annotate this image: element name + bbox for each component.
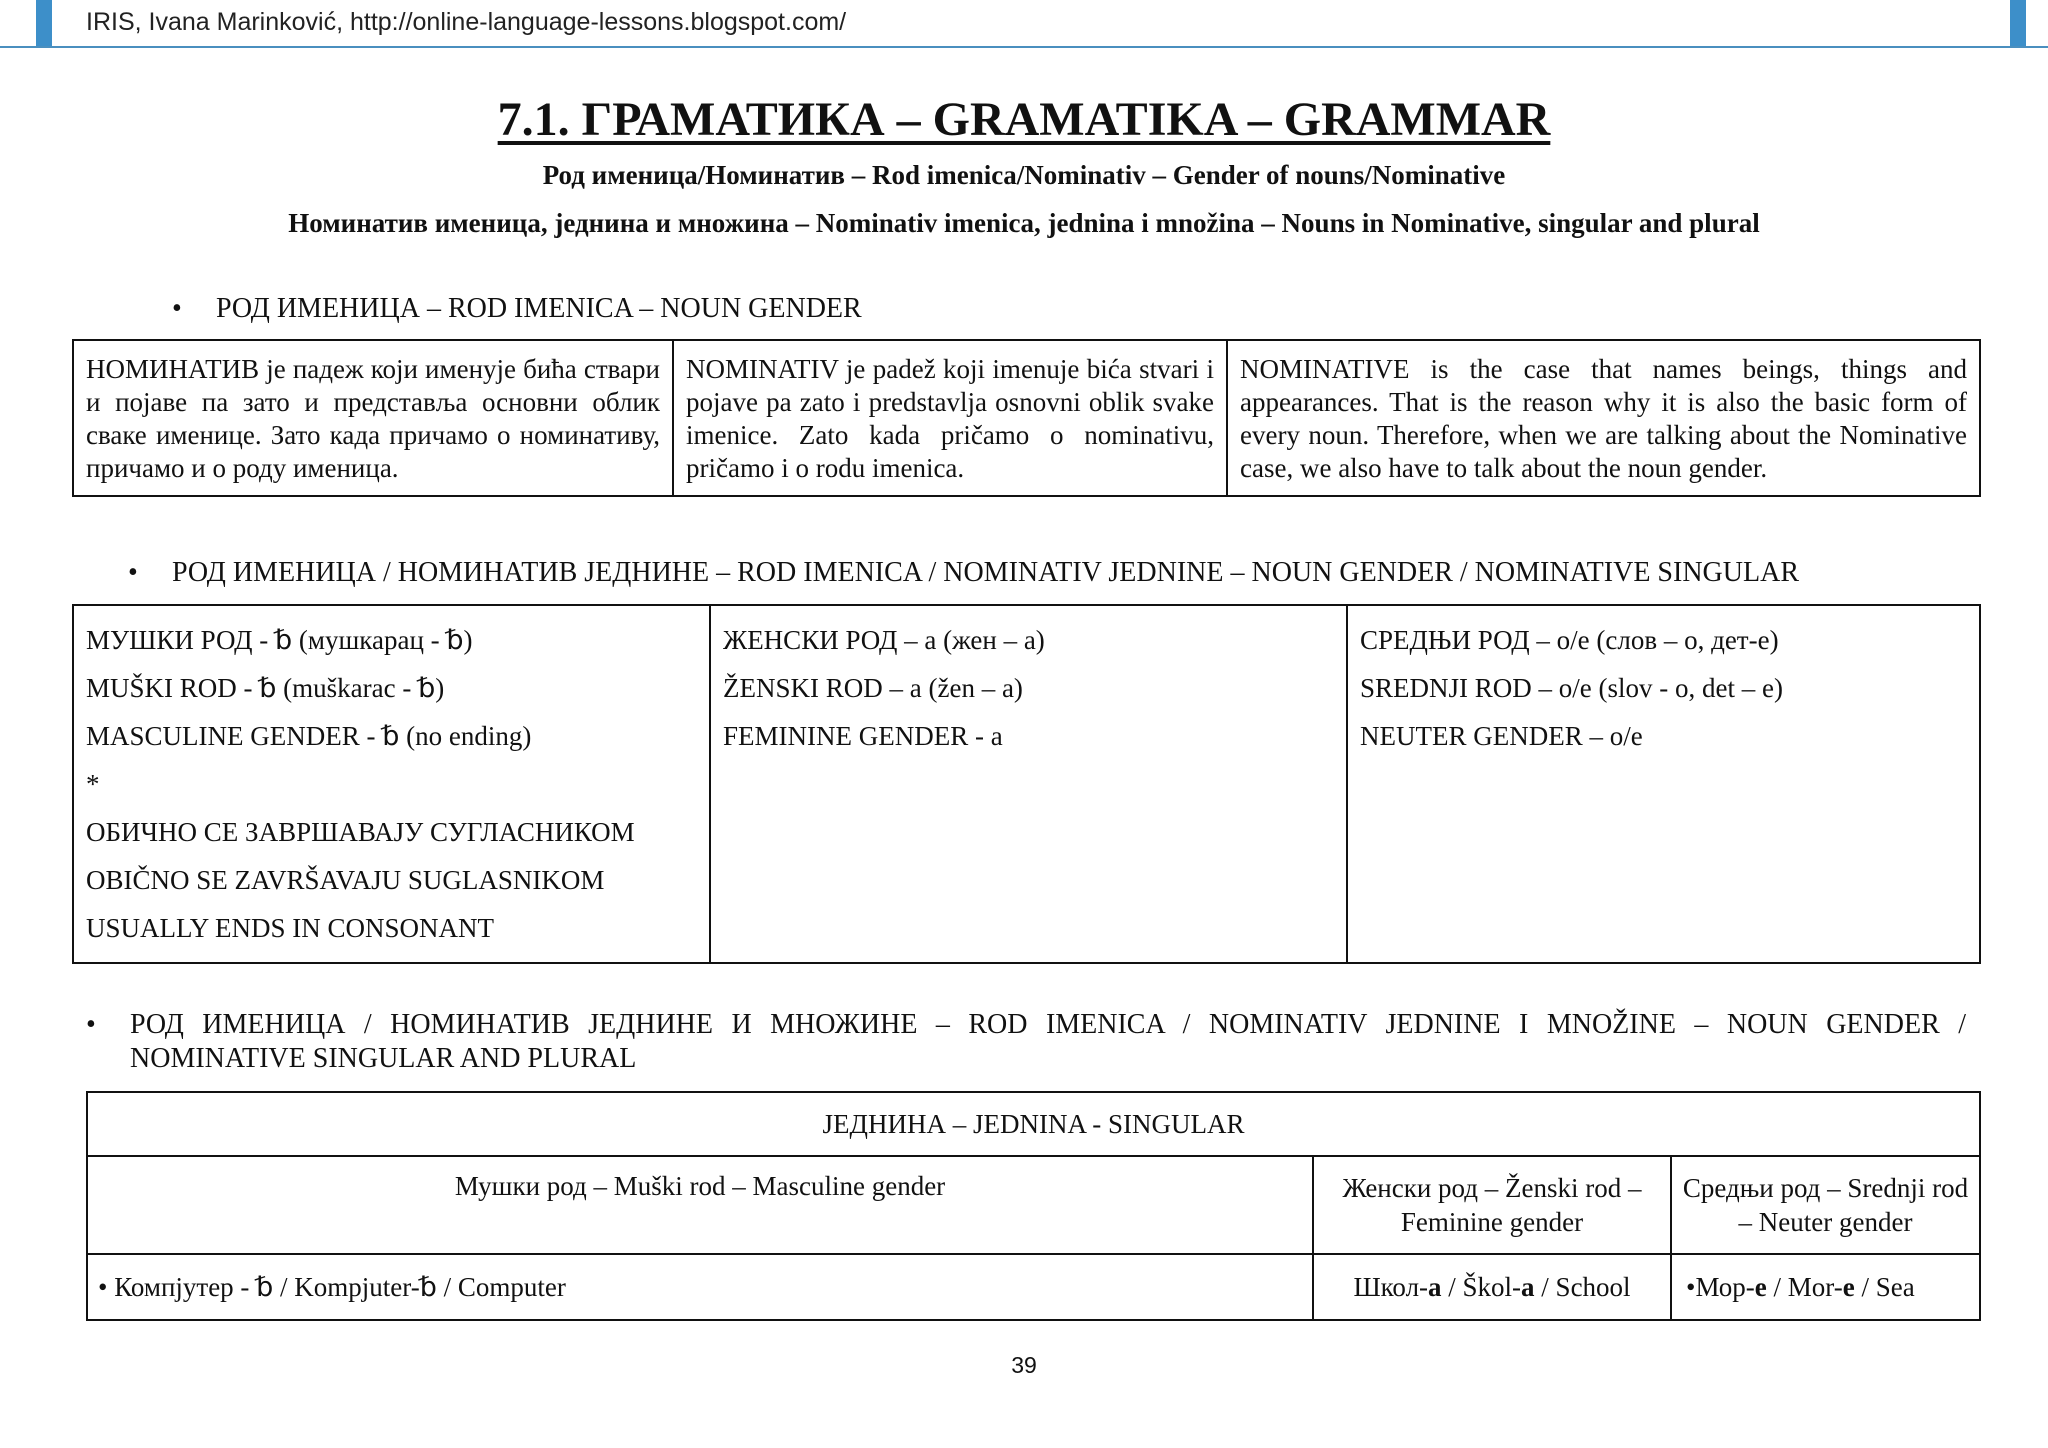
- masculine-line: OBIČNO SE ZAVRŠAVAJU SUGLASNIKOM: [86, 865, 605, 895]
- nominative-definition-table: [72, 339, 1981, 497]
- row1-fem-ending: а: [1428, 1271, 1442, 1302]
- neuter-line: SREDNJI ROD – o/e (slov - o, det – e): [1360, 673, 1783, 703]
- definition-latin: NOMINATIV je padež koji imenuje bića stvari i pojave pa zato i predstavlja osnovni oblik svake imenice. Zato kada pričamo o nominativu, pričamo i o rodu imenica.: [673, 340, 1227, 496]
- header-text: IRIS, Ivana Marinković, http://online-language-lessons.blogspot.com/: [86, 8, 847, 36]
- bullet-icon: •: [172, 293, 182, 324]
- section3-heading-line2: NOMINATIVE SINGULAR AND PLURAL: [130, 1043, 637, 1074]
- masculine-cell: [73, 605, 710, 963]
- header-accent-right: [2010, 0, 2026, 46]
- noun-gender-table: [72, 604, 1981, 964]
- subtitle-2: Номинатив именица, једнина и множина – Nominativ imenica, jednina i množina – Nouns in Nominative, singular and plural: [288, 208, 1760, 238]
- section1-heading: [172, 292, 862, 326]
- definition-english: NOMINATIVE is the case that names beings, things and appearances. That is the reason why it is also the basic form of every noun. Therefore, when we are talking about the Nominative case, we also have to talk about the noun gender.: [1227, 340, 1980, 496]
- col-feminine-header: Женски род – Ženski rod – Feminine gender: [1313, 1156, 1671, 1254]
- row1-neut-mid: / Mor-: [1766, 1271, 1843, 1302]
- masculine-line: МУШКИ РОД - ␢ (мушкарац - ␢): [86, 625, 473, 655]
- header-accent-left: [36, 0, 52, 46]
- masculine-line: *: [86, 769, 100, 799]
- page-title: 7.1. ГРАМАТИКА – GRAMATIKA – GRAMMAR: [497, 93, 1551, 146]
- bullet-icon: •: [128, 557, 138, 588]
- row1-masculine: • Компјутер - ␢ / Kompjuter-␢ / Computer: [87, 1254, 1313, 1320]
- row1-fem-mid: / Škol-: [1441, 1271, 1522, 1302]
- neuter-line: NEUTER GENDER – o/e: [1360, 721, 1643, 751]
- page-header: [0, 0, 2048, 48]
- section2-heading-text: РОД ИМЕНИЦА / НОМИНАТИВ ЈЕДНИНЕ – ROD IMENICA / NOMINATIV JEDNINE – NOUN GENDER / NOMINATIVE SINGULAR: [172, 557, 1799, 588]
- row1-neuter: [1671, 1254, 1980, 1320]
- row1-fem-stem: Школ-: [1353, 1271, 1429, 1302]
- row1-fem-tail: / School: [1534, 1271, 1631, 1302]
- feminine-line: FEMININE GENDER - a: [723, 721, 1003, 751]
- section3-heading: [86, 1008, 1966, 1076]
- row1-neut-prefix: •Мор-: [1686, 1271, 1755, 1302]
- masculine-line: ОБИЧНО СЕ ЗАВРШАВАЈУ СУГЛАСНИКОМ: [86, 817, 635, 847]
- col-neuter-header: Средњи род – Srednji rod – Neuter gender: [1671, 1156, 1980, 1254]
- subtitle-1: Род именица/Номинатив – Rod imenica/Nominativ – Gender of nouns/Nominative: [542, 160, 1506, 190]
- row1-neut-tail: / Sea: [1854, 1271, 1915, 1302]
- row1-fem-ending-latin: a: [1521, 1271, 1535, 1302]
- row1-neut-ending: е: [1754, 1271, 1767, 1302]
- bullet-icon: •: [86, 1009, 96, 1040]
- masculine-line: USUALLY ENDS IN CONSONANT: [86, 913, 495, 943]
- singular-header: ЈЕДНИНА – JEDNINA - SINGULAR: [87, 1092, 1980, 1156]
- masculine-line: MUŠKI ROD - ␢ (muškarac - ␢): [86, 673, 445, 703]
- header-divider: [0, 46, 2048, 48]
- section2-heading: [128, 556, 1799, 590]
- neuter-cell: [1347, 605, 1980, 963]
- singular-nominative-table: [86, 1091, 1981, 1321]
- row1-neut-ending-latin: e: [1842, 1271, 1855, 1302]
- section1-heading-text: РОД ИМЕНИЦА – ROD IMENICA – NOUN GENDER: [216, 293, 862, 324]
- definition-cyrillic: НОМИНАТИВ је падеж који именује бића ствари и појаве па зато и представља основни облик сваке именице. Зато када причамо о номинативу, причамо и о роду именица.: [73, 340, 673, 496]
- feminine-cell: [710, 605, 1347, 963]
- masculine-line: MASCULINE GENDER - ␢ (no ending): [86, 721, 532, 751]
- col-masculine-header: Мушки род – Muški rod – Masculine gender: [87, 1156, 1313, 1254]
- section3-heading-line1: РОД ИМЕНИЦА / НОМИНАТИВ ЈЕДНИНЕ И МНОЖИНЕ – ROD IMENICA / NOMINATIV JEDNINE I MNOŽINE – NOUN GENDER /: [130, 1009, 1966, 1040]
- page-number: 39: [1011, 1352, 1037, 1378]
- neuter-line: СРЕДЊИ РОД – о/е (слов – о, дет-е): [1360, 625, 1779, 655]
- row1-feminine: [1313, 1254, 1671, 1320]
- feminine-line: ŽENSKI ROD – a (žen – a): [723, 673, 1023, 703]
- feminine-line: ЖЕНСКИ РОД – а (жен – а): [723, 625, 1045, 655]
